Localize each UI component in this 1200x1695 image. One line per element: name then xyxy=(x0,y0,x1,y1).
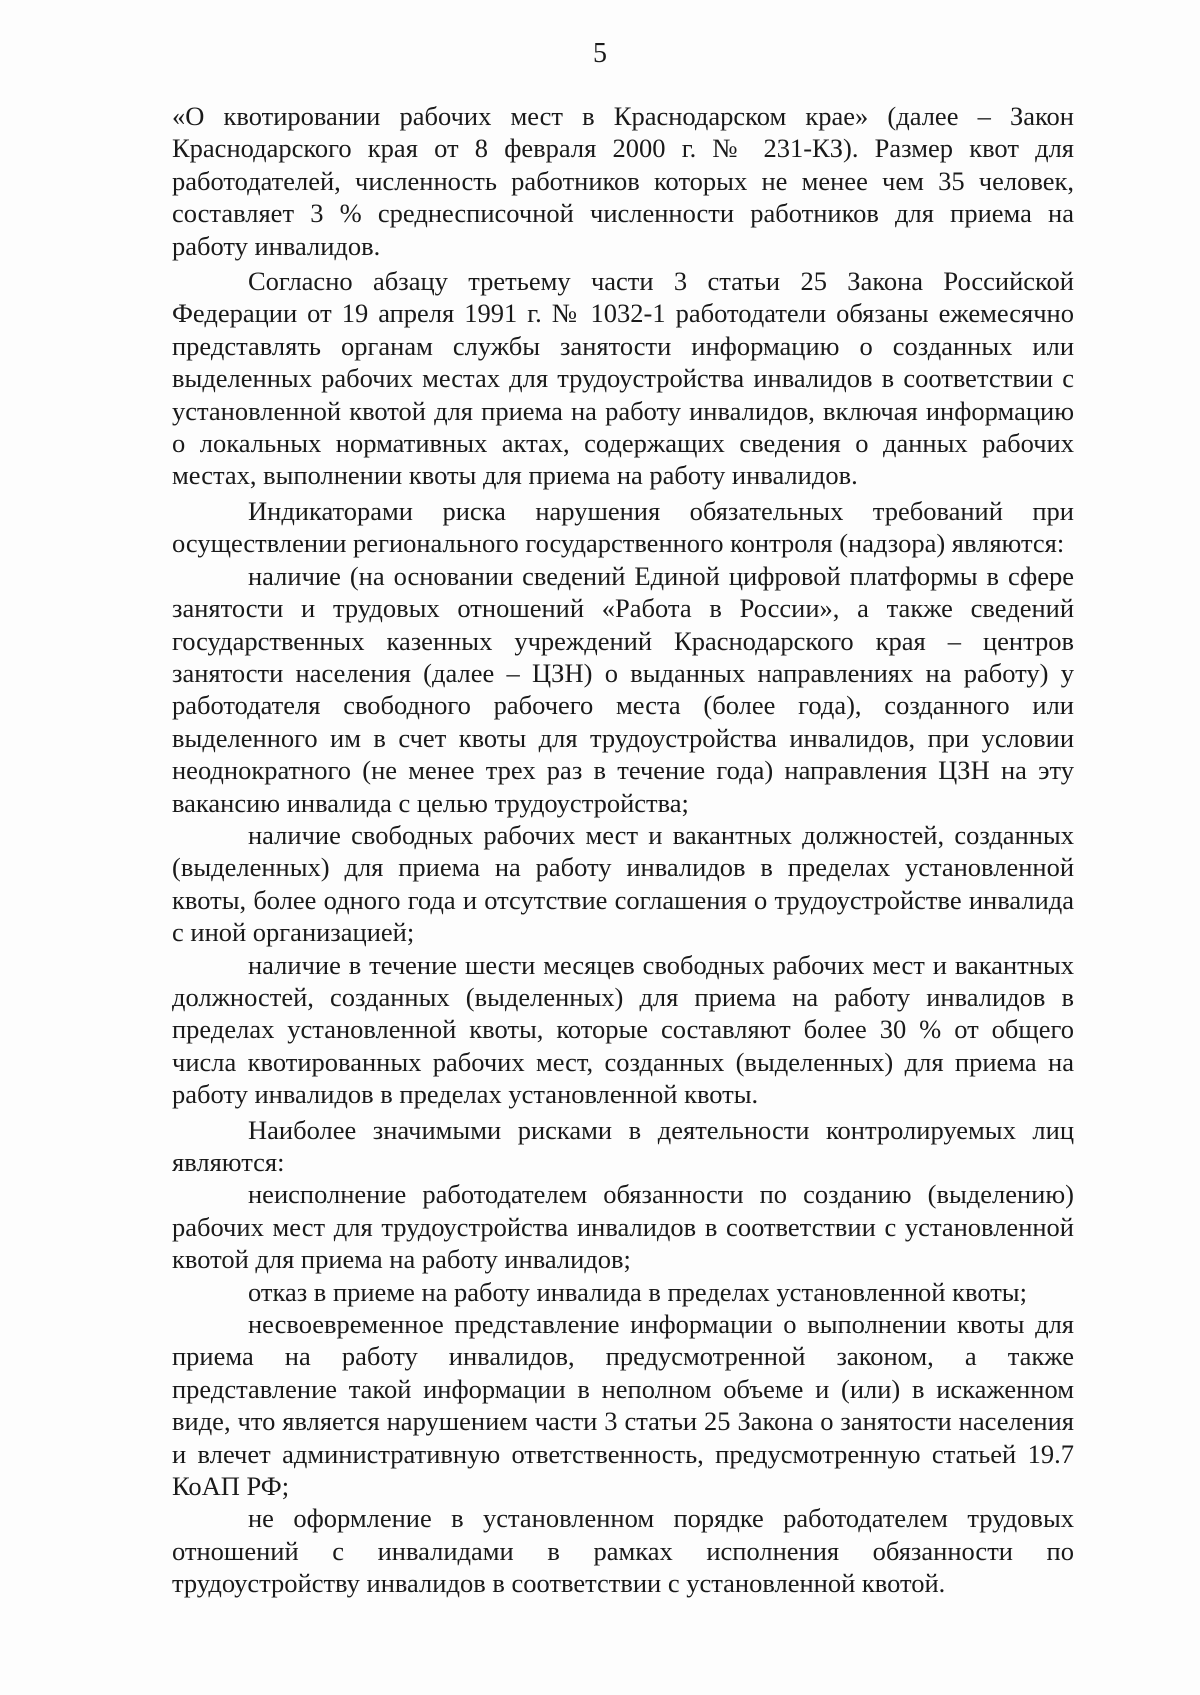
document-body xyxy=(172,100,1074,1600)
paragraph-risk-3: несвоевременное представление информации о выполнении квоты для приема на работу инвалидов, предусмотренной законом, а также представление такой информации в неполном объеме и (или) в искаженном виде, что является нарушением части 3 статьи 25 Закона о занятости населения и влечет административную ответственность, предусмотренную статьей 19.7 КоАП РФ; xyxy=(172,1309,1074,1502)
paragraph-indicator-1: наличие (на основании сведений Единой цифровой платформы в сфере занятости и трудовых отношений «Работа в России», а также сведений государственных казенных учреждений Краснодарского края – центров занятости населения (далее – ЦЗН) о выданных направлениях на работу) у работодателя свободного рабочего места (более года), созданного или выделенного им в счет квоты для трудоустройства инвалидов, при условии неоднократного (не менее трех раз в течение года) направления ЦЗН на эту вакансию инвалида с целью трудоустройства; xyxy=(172,560,1074,818)
paragraph-employer-obligations: Согласно абзацу третьему части 3 статьи 25 Закона Российской Федерации от 19 апреля 1991 г. № 1032-1 работодатели обязаны ежемесячно представлять органам службы занятости информацию о созданных или выделенных рабочих местах для трудоустройства инвалидов в соответствии с установленной квотой для приема на работу инвалидов, включая информацию о локальных нормативных актах, содержащих сведения о данных рабочих местах, выполнении квоты для приема на работу инвалидов. xyxy=(172,266,1074,491)
paragraph-risk-indicators-intro: Индикаторами риска нарушения обязательных требований при осуществлении регионального государственного контроля (надзора) являются: xyxy=(172,495,1074,559)
paragraph-indicator-2: наличие свободных рабочих мест и вакантных должностей, созданных (выделенных) для приема на работу инвалидов в пределах установленной квоты, более одного года и отсутствие соглашения о трудоустройстве инвалида с иной организацией; xyxy=(172,819,1074,948)
paragraph-indicator-3: наличие в течение шести месяцев свободных рабочих мест и вакантных должностей, созданных (выделенных) для приема на работу инвалидов в пределах установленной квоты, которые составляют более 30 % от общего числа квотированных рабочих мест, созданных (выделенных) для приема на работу инвалидов в пределах установленной квоты. xyxy=(172,949,1074,1110)
paragraph-law-reference: «О квотировании рабочих мест в Краснодарском крае» (далее – Закон Краснодарского края от 8 февраля 2000 г. № 231-КЗ). Размер квот для работодателей, численность работников которых не менее чем 35 человек, составляет 3 % среднесписочной численности работников для приема на работу инвалидов. xyxy=(172,101,1074,261)
page-number: 5 xyxy=(593,38,607,69)
paragraph-risk-4: не оформление в установленном порядке работодателем трудовых отношений с инвалидами в рамках исполнения обязанности по трудоустройству инвалидов в соответствии с установленной квотой. xyxy=(172,1503,1074,1599)
paragraph-risk-2: отказ в приеме на работу инвалида в пределах установленной квоты; xyxy=(248,1276,1027,1307)
paragraph-risk-1: неисполнение работодателем обязанности по созданию (выделению) рабочих мест для трудоустройства инвалидов в соответствии с установленной квотой для приема на работу инвалидов; xyxy=(172,1179,1074,1275)
paragraph-significant-risks-intro: Наиболее значимыми рисками в деятельности контролируемых лиц являются: xyxy=(172,1114,1074,1177)
